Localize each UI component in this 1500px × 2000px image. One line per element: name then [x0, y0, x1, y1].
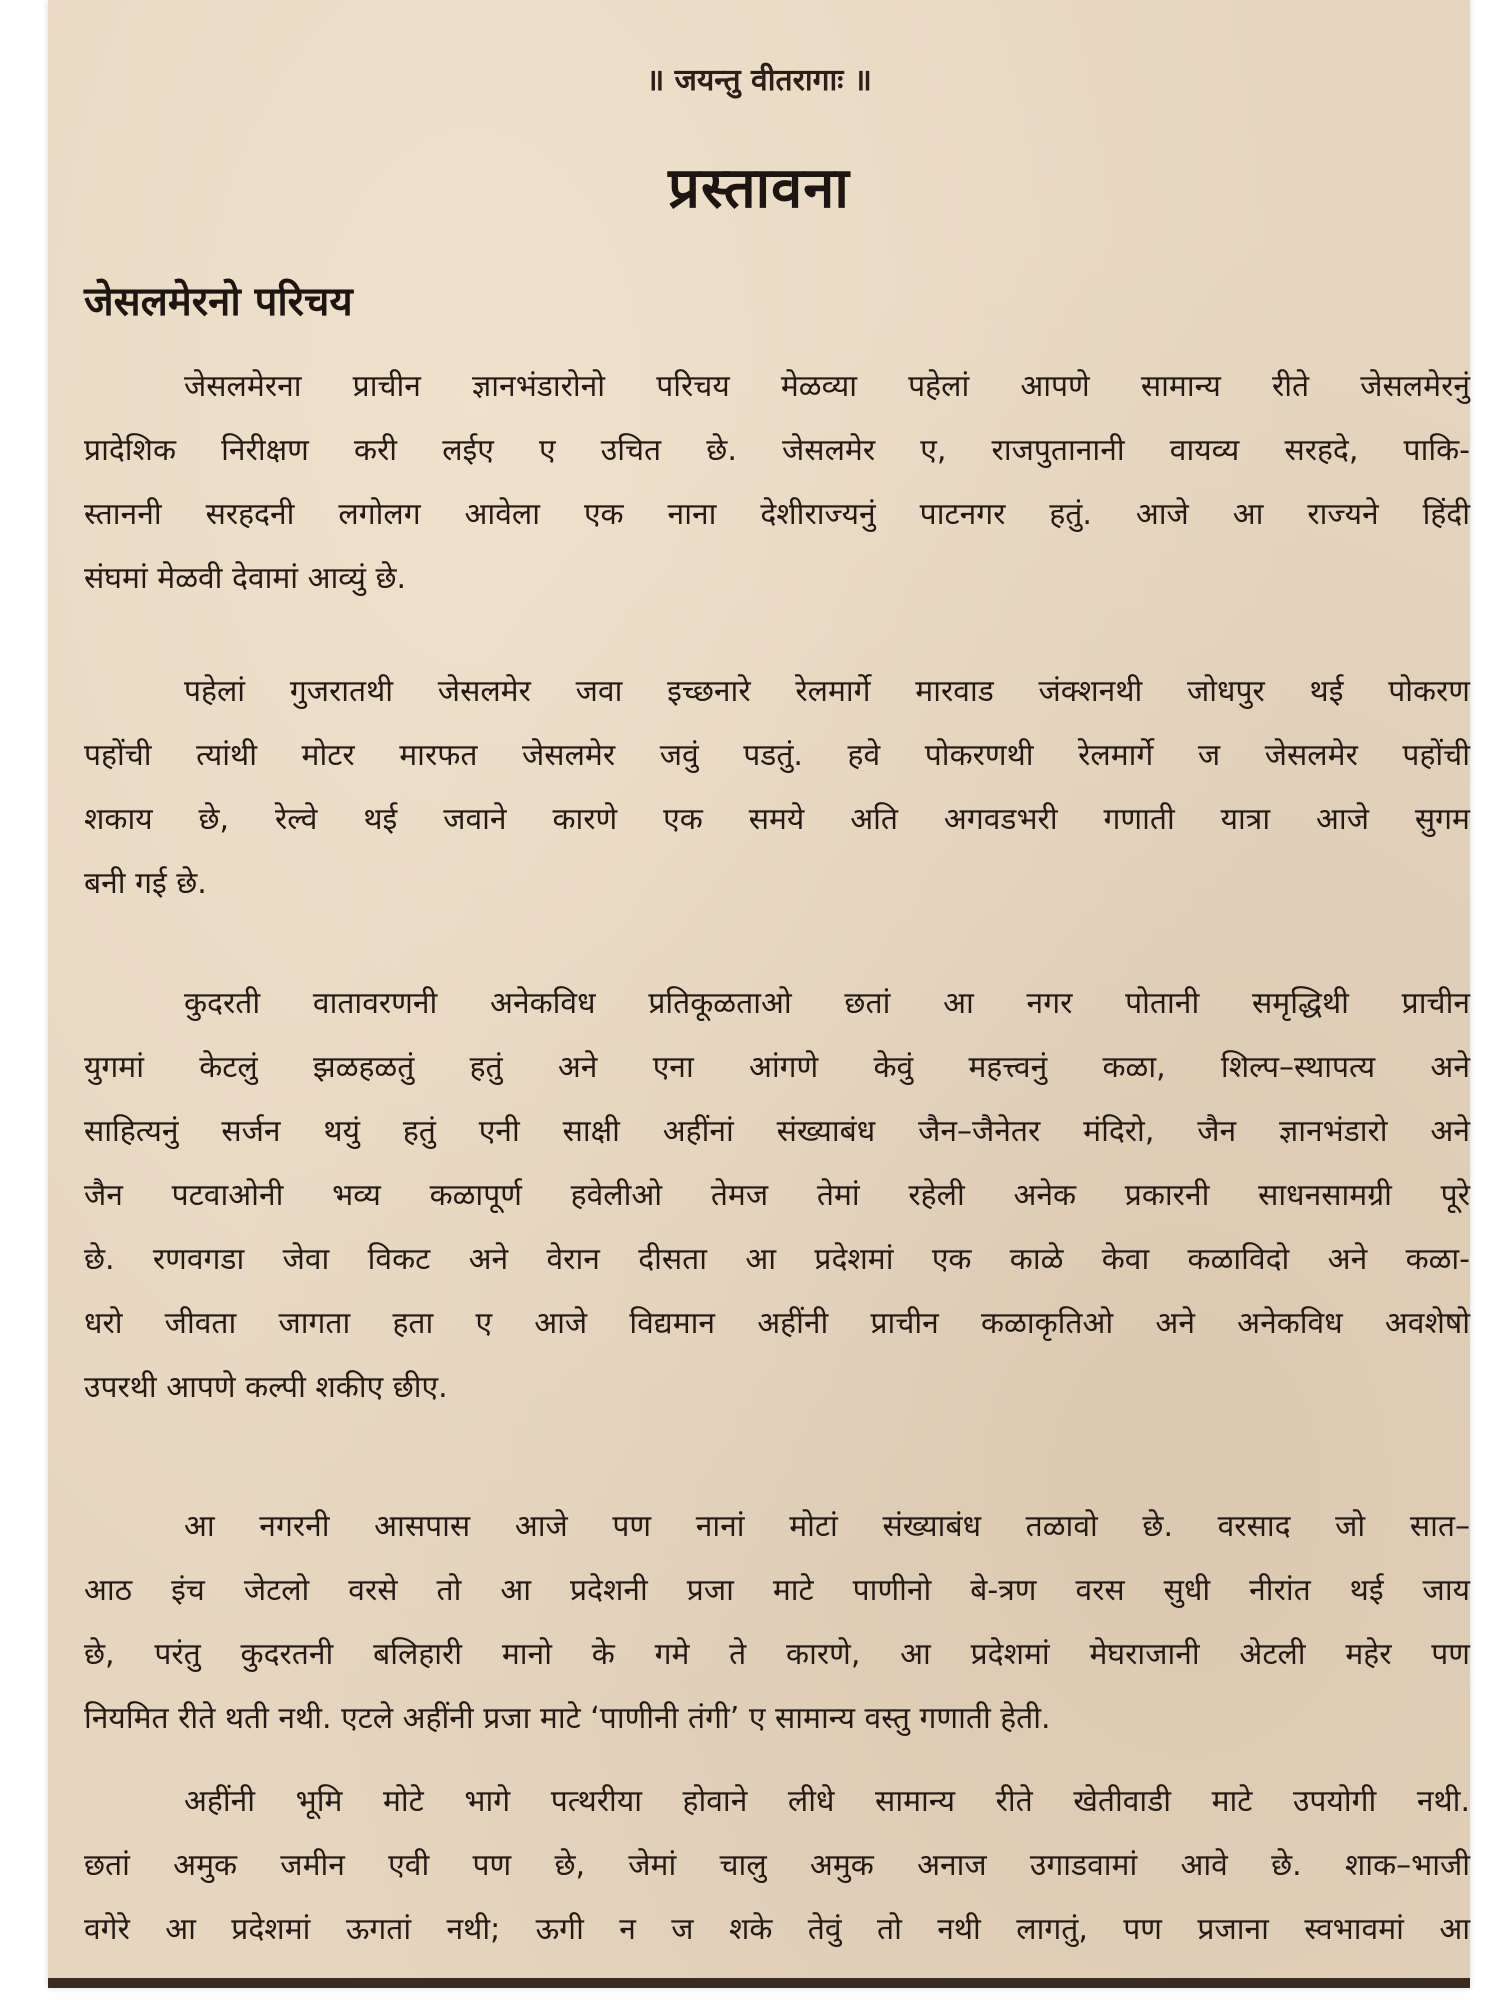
paragraph-line: जैन पटवाओनी भव्य कळापूर्ण हवेलीओ तेमज तेमां रहेली अनेक प्रकारनी साधनसामग्री पूरे	[84, 1178, 1470, 1213]
paragraph-line: उपरथी आपणे कल्पी शकीए छीए.	[84, 1370, 448, 1405]
paragraph-line: युगमां केटलुं झळहळतुं हतुं अने एना आंगणे केवुं महत्त्वनुं कळा, शिल्प–स्थापत्य अने	[84, 1050, 1470, 1085]
page-bottom-rule	[48, 1978, 1470, 1988]
paragraph-line: जेसलमेरना प्राचीन ज्ञानभंडारोनो परिचय मेळव्या पहेलां आपणे सामान्य रीते जेसलमेरनुं	[184, 369, 1470, 404]
invocation-line: ॥ जयन्तु वीतरागाः ॥	[646, 63, 872, 98]
paragraph-line: साहित्यनुं सर्जन थयुं हतुं एनी साक्षी अहींनां संख्याबंध जैन–जैनेतर मंदिरो, जैन ज्ञानभंडारो अने	[84, 1114, 1470, 1149]
paragraph-history	[84, 972, 1470, 1420]
paragraph-line: छतां अमुक जमीन एवी पण छे, जेमां चालु अमुक अनाज उगाडवामां आवे छे. शाक–भाजी	[84, 1848, 1470, 1883]
paragraph-line: संघमां मेळवी देवामां आव्युं छे.	[84, 561, 407, 596]
paragraph-line: वगेरे आ प्रदेशमां ऊगतां नथी; ऊगी न ज शके तेवुं तो नथी लागतुं, पण प्रजाना स्वभावमां आ	[84, 1912, 1470, 1947]
paragraph-line: बनी गई छे.	[84, 866, 207, 901]
section-heading: जेसलमेरनो परिचय	[84, 279, 353, 325]
paragraph-line: प्रादेशिक निरीक्षण करी लईए ए उचित छे. जेसलमेर ए, राजपुतानानी वायव्य सरहदे, पाकि-	[84, 433, 1470, 468]
paragraph-water	[84, 1495, 1470, 1751]
paragraph-line: छे. रणवगडा जेवा विकट अने वेरान दीसता आ प्रदेशमां एक काळे केवा कळाविदो अने कळा-	[84, 1242, 1470, 1277]
paragraph-line: आ नगरनी आसपास आजे पण नानां मोटां संख्याबंध तळावो छे. वरसाद जो सात–	[184, 1509, 1470, 1544]
paragraph-line: पहेलां गुजरातथी जेसलमेर जवा इच्छनारे रेलमार्गे मारवाड जंक्शनथी जोधपुर थई पोकरण	[184, 674, 1470, 709]
paragraph-line: धरो जीवता जागता हता ए आजे विद्यमान अहींनी प्राचीन कळाकृतिओ अने अनेकविध अवशेषो	[84, 1306, 1470, 1341]
book-page	[48, 0, 1470, 1988]
paragraph-line: आठ इंच जेटलो वरसे तो आ प्रदेशनी प्रजा माटे पाणीनो बे-त्रण वरस सुधी नीरांत थई जाय	[84, 1573, 1470, 1608]
paragraph-line: पहोंची त्यांथी मोटर मारफत जेसलमेर जवुं पडतुं. हवे पोकरणथी रेलमार्गे ज जेसलमेर पहोंची	[84, 738, 1470, 773]
paragraph-line: नियमित रीते थती नथी. एटले अहींनी प्रजा माटे ‘पाणीनी तंगी’ ए सामान्य वस्तु गणाती हेती.	[84, 1701, 1051, 1736]
page-title: प्रस्तावना	[668, 156, 850, 221]
paragraph-land	[84, 1770, 1470, 1962]
paragraph-line: अहींनी भूमि मोटे भागे पत्थरीया होवाने लीधे सामान्य रीते खेतीवाडी माटे उपयोगी नथी.	[184, 1784, 1470, 1819]
paragraph-line: कुदरती वातावरणनी अनेकविध प्रतिकूळताओ छतां आ नगर पोतानी समृद्धिथी प्राचीन	[184, 986, 1470, 1021]
paragraph-intro	[84, 355, 1470, 611]
paragraph-travel	[84, 660, 1470, 916]
paragraph-line: छे, परंतु कुदरतनी बलिहारी मानो के गमे ते कारणे, आ प्रदेशमां मेघराजानी अेटली महेर पण	[84, 1637, 1470, 1672]
paragraph-line: शकाय छे, रेल्वे थई जवाने कारणे एक समये अति अगवडभरी गणाती यात्रा आजे सुगम	[84, 802, 1470, 837]
paragraph-line: स्ताननी सरहदनी लगोलग आवेला एक नाना देशीराज्यनुं पाटनगर हतुं. आजे आ राज्यने हिंदी	[84, 497, 1470, 532]
